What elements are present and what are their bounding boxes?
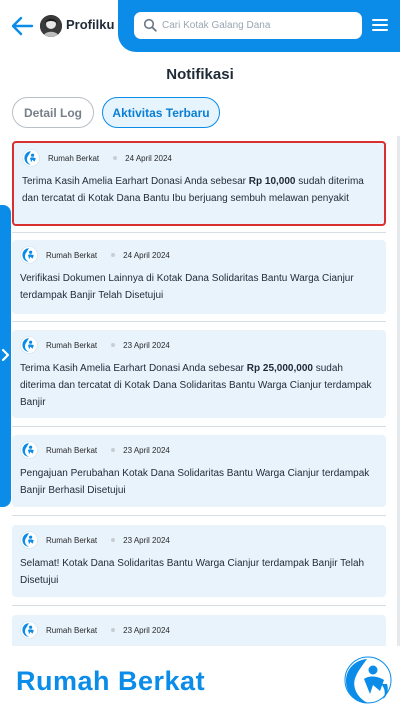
notification-card[interactable]: [12, 435, 386, 507]
divider: [12, 605, 386, 606]
notification-text: [22, 173, 376, 207]
notification-text: Verifikasi Dokumen Lainnya di Kotak Dana Solidaritas Bantu Warga Cianjur terdampak Banjir Telah Disetujui: [20, 273, 354, 301]
separator-dot: [111, 538, 115, 542]
notification-text: Selamat! Kotak Dana Solidaritas Bantu Warga Cianjur terdampak Banjir Telah Disetujui: [20, 558, 365, 586]
notification-text: Pengajuan Perubahan Kotak Dana Solidaritas Bantu Warga Cianjur terdampak Banjir Berhasil Disetujui: [20, 468, 370, 496]
org-name: Rumah Berkat: [46, 625, 98, 635]
hamburger-menu-icon[interactable]: [371, 17, 389, 33]
donation-amount: Rp 25,000,000: [246, 363, 313, 374]
separator-dot: [111, 448, 115, 452]
notification-date: 23 April 2024: [123, 625, 170, 635]
tab-aktivitas-terbaru[interactable]: Aktivitas Terbaru: [102, 97, 220, 128]
notification-date: 24 April 2024: [125, 153, 172, 163]
org-name: Rumah Berkat: [46, 535, 98, 545]
page-title: Notifikasi: [166, 66, 234, 83]
rumah-berkat-logo-icon[interactable]: [343, 654, 393, 706]
card-header: [20, 336, 170, 354]
org-name: Rumah Berkat: [46, 250, 98, 260]
notification-text-start: Terima Kasih Amelia Earhart Donasi Anda sebesar: [22, 176, 249, 187]
divider: [12, 426, 386, 427]
card-header: [20, 531, 170, 549]
notification-card[interactable]: [12, 330, 386, 418]
org-name: Rumah Berkat: [48, 153, 100, 163]
search-panel: [118, 0, 400, 52]
divider: [12, 321, 386, 322]
separator-dot: [111, 253, 115, 257]
back-arrow-icon[interactable]: [8, 13, 36, 39]
divider: [12, 515, 386, 516]
rumah-berkat-logo-icon: [20, 441, 38, 459]
notification-date: 23 April 2024: [123, 445, 170, 455]
org-name: Rumah Berkat: [46, 445, 98, 455]
rumah-berkat-logo-icon: [20, 621, 38, 639]
rumah-berkat-logo-icon: [20, 246, 38, 264]
card-header: [20, 441, 170, 459]
separator-dot: [111, 628, 115, 632]
separator-dot: [111, 343, 115, 347]
notification-card[interactable]: [12, 525, 386, 597]
org-name: Rumah Berkat: [46, 340, 98, 350]
notification-date: 23 April 2024: [123, 535, 170, 545]
divider: [12, 232, 386, 233]
card-header: [22, 149, 172, 167]
separator-dot: [113, 156, 117, 160]
search-icon: [143, 18, 157, 32]
notification-date: 24 April 2024: [123, 250, 170, 260]
chevron-right-icon[interactable]: [1, 348, 11, 362]
top-bar: [0, 0, 400, 52]
profile-label[interactable]: Profilku: [66, 17, 115, 32]
notification-text-start: Terima Kasih Amelia Earhart Donasi Anda sebesar: [20, 363, 247, 374]
search-input[interactable]: [162, 14, 356, 36]
avatar[interactable]: [40, 15, 62, 37]
notification-date: 23 April 2024: [123, 340, 170, 350]
donation-amount: Rp 10,000: [248, 176, 296, 187]
tab-detail-log[interactable]: Detail Log: [12, 97, 94, 128]
brand-name: Rumah Berkat: [16, 666, 206, 696]
rumah-berkat-logo-icon: [22, 149, 40, 167]
notification-card[interactable]: [12, 240, 386, 314]
avatar-portrait-icon: [40, 15, 62, 37]
footer: [0, 646, 400, 713]
card-header: [20, 246, 170, 264]
notification-card[interactable]: [12, 141, 386, 226]
rumah-berkat-logo-icon: [20, 336, 38, 354]
notification-text-end: sudah diterima dan tercatat di Kotak Dana Solidaritas Bantu Warga Cianjur terdampak Banjir: [20, 363, 372, 408]
notification-text-end: sudah diterima dan tercatat di Kotak Dana Bantu Ibu berjuang sembuh melawan penyakit: [22, 176, 364, 204]
rumah-berkat-logo-icon: [20, 531, 38, 549]
notification-text: [20, 360, 378, 411]
card-header: [20, 621, 170, 639]
